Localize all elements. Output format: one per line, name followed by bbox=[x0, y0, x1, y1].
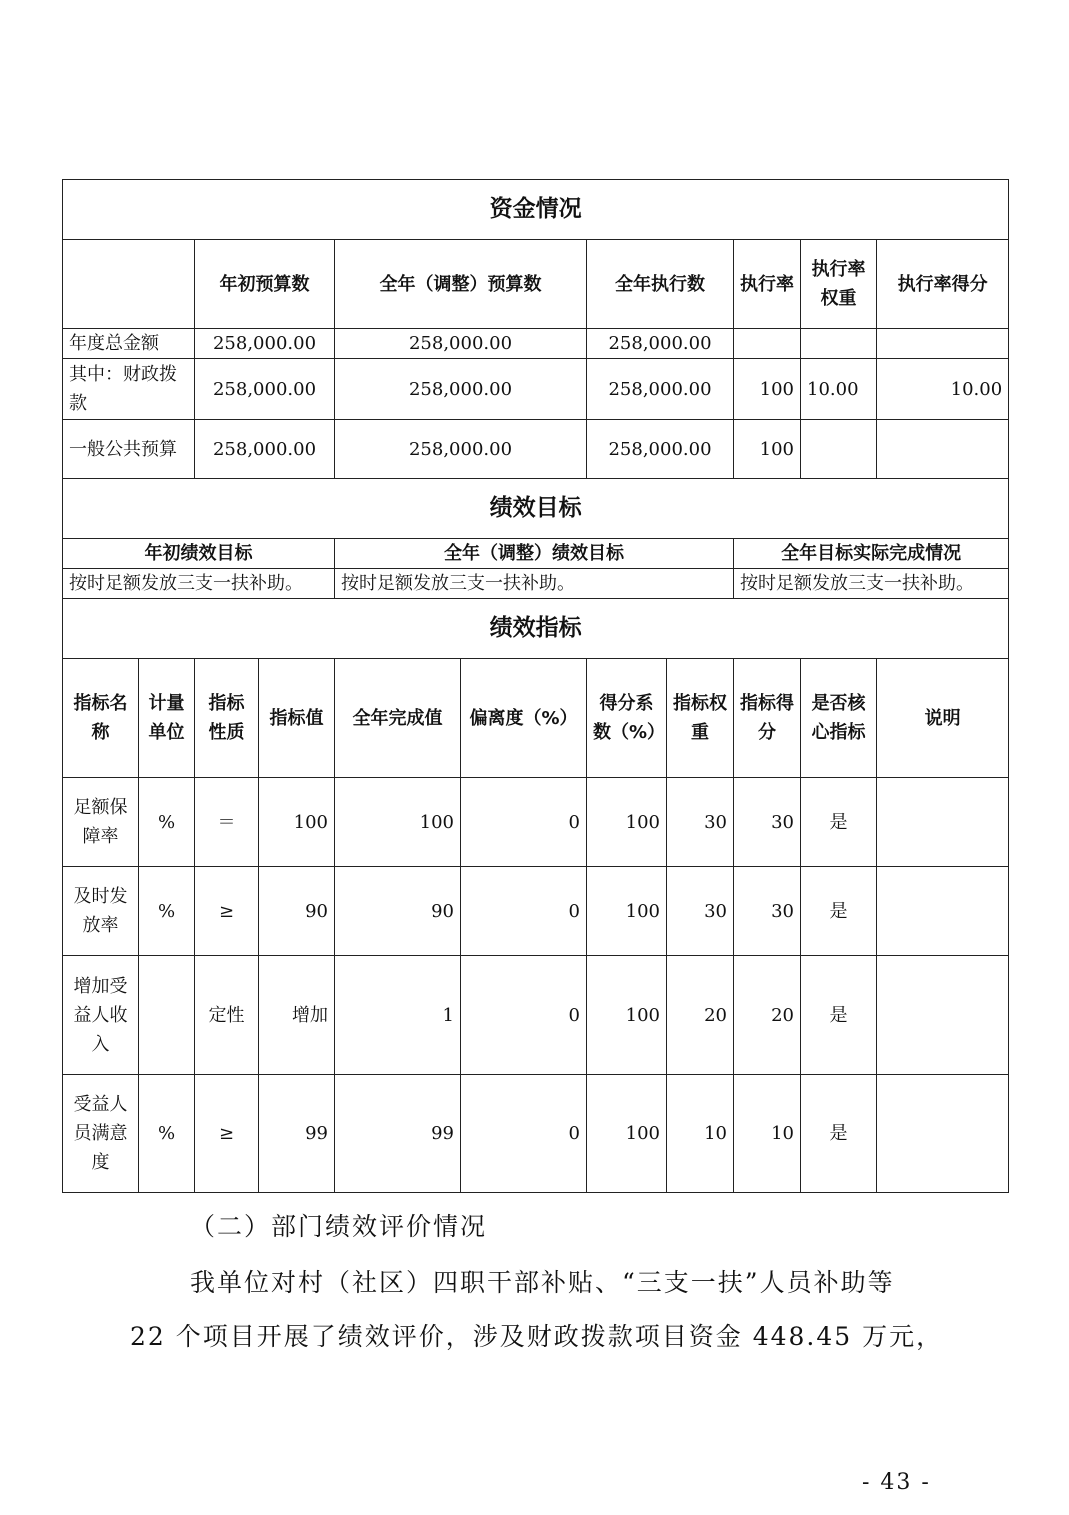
funds-row-label: 年度总金额 bbox=[63, 329, 195, 359]
ind-header-score: 指标得分 bbox=[734, 659, 801, 778]
ind-unit: % bbox=[139, 1075, 195, 1193]
ind-weight: 30 bbox=[667, 778, 734, 867]
ind-header-note: 说明 bbox=[877, 659, 1009, 778]
ind-core: 是 bbox=[801, 1075, 877, 1193]
funds-row-label: 其中：财政拨款 bbox=[63, 359, 195, 420]
funds-header-adjusted: 全年（调整）预算数 bbox=[335, 240, 587, 329]
funds-header-score: 执行率得分 bbox=[877, 240, 1009, 329]
ind-nature: ＝ bbox=[195, 778, 259, 867]
ind-value: 增加 bbox=[259, 956, 335, 1075]
ind-nature: ≥ bbox=[195, 1075, 259, 1193]
ind-value: 99 bbox=[259, 1075, 335, 1193]
funds-row-rate: 100 bbox=[734, 359, 801, 420]
table-row bbox=[63, 778, 1009, 867]
paragraph-line-1: 我单位对村（社区）四职干部补贴、“三支一扶”人员补助等 bbox=[190, 1268, 895, 1297]
performance-table bbox=[62, 179, 1009, 1193]
funds-row-adjusted: 258,000.00 bbox=[335, 329, 587, 359]
ind-weight: 10 bbox=[667, 1075, 734, 1193]
goals-section-title: 绩效目标 bbox=[63, 479, 1009, 539]
goals-header-initial: 年初绩效目标 bbox=[63, 539, 335, 569]
funds-row-adjusted: 258,000.00 bbox=[335, 359, 587, 420]
ind-score: 30 bbox=[734, 778, 801, 867]
ind-value: 100 bbox=[259, 778, 335, 867]
ind-completed: 99 bbox=[335, 1075, 461, 1193]
ind-nature: ≥ bbox=[195, 867, 259, 956]
ind-header-completed: 全年完成值 bbox=[335, 659, 461, 778]
ind-unit: % bbox=[139, 867, 195, 956]
ind-coef: 100 bbox=[587, 1075, 667, 1193]
ind-core: 是 bbox=[801, 956, 877, 1075]
funds-row-weight: 10.00 bbox=[801, 359, 877, 420]
ind-score: 10 bbox=[734, 1075, 801, 1193]
table-row bbox=[63, 867, 1009, 956]
funds-section-title: 资金情况 bbox=[63, 180, 1009, 240]
table-row bbox=[63, 420, 1009, 479]
ind-nature: 定性 bbox=[195, 956, 259, 1075]
ind-note bbox=[877, 1075, 1009, 1193]
ind-header-value: 指标值 bbox=[259, 659, 335, 778]
ind-coef: 100 bbox=[587, 867, 667, 956]
ind-unit: % bbox=[139, 778, 195, 867]
ind-note bbox=[877, 956, 1009, 1075]
ind-header-unit: 计量单位 bbox=[139, 659, 195, 778]
ind-core: 是 bbox=[801, 778, 877, 867]
ind-deviation: 0 bbox=[461, 778, 587, 867]
paragraph-line-2: 22 个项目开展了绩效评价，涉及财政拨款项目资金 448.45 万元， bbox=[130, 1322, 944, 1351]
ind-header-weight: 指标权重 bbox=[667, 659, 734, 778]
funds-row-adjusted: 258,000.00 bbox=[335, 420, 587, 479]
ind-weight: 20 bbox=[667, 956, 734, 1075]
ind-header-core: 是否核心指标 bbox=[801, 659, 877, 778]
ind-completed: 100 bbox=[335, 778, 461, 867]
goals-header-actual: 全年目标实际完成情况 bbox=[734, 539, 1009, 569]
ind-header-name: 指标名称 bbox=[63, 659, 139, 778]
ind-deviation: 0 bbox=[461, 1075, 587, 1193]
table-row bbox=[63, 359, 1009, 420]
funds-row-rate: 100 bbox=[734, 420, 801, 479]
table-row bbox=[63, 1075, 1009, 1193]
funds-header-weight: 执行率权重 bbox=[801, 240, 877, 329]
funds-header-rate: 执行率 bbox=[734, 240, 801, 329]
funds-row-score: 10.00 bbox=[877, 359, 1009, 420]
funds-row-weight bbox=[801, 329, 877, 359]
funds-header-executed: 全年执行数 bbox=[587, 240, 734, 329]
funds-row-executed: 258,000.00 bbox=[587, 420, 734, 479]
goals-value-initial: 按时足额发放三支一扶补助。 bbox=[63, 569, 335, 599]
ind-header-coef: 得分系数（%） bbox=[587, 659, 667, 778]
funds-row-executed: 258,000.00 bbox=[587, 359, 734, 420]
ind-deviation: 0 bbox=[461, 956, 587, 1075]
page-number: - 43 - bbox=[862, 1470, 931, 1495]
ind-name: 增加受益人收入 bbox=[63, 956, 139, 1075]
ind-completed: 1 bbox=[335, 956, 461, 1075]
section-heading: （二）部门绩效评价情况 bbox=[190, 1212, 488, 1241]
ind-name: 受益人员满意度 bbox=[63, 1075, 139, 1193]
funds-row-executed: 258,000.00 bbox=[587, 329, 734, 359]
funds-header-blank bbox=[63, 240, 195, 329]
funds-row-score bbox=[877, 329, 1009, 359]
funds-row-rate bbox=[734, 329, 801, 359]
funds-row-score bbox=[877, 420, 1009, 479]
funds-row-label: 一般公共预算 bbox=[63, 420, 195, 479]
funds-header-initial: 年初预算数 bbox=[195, 240, 335, 329]
ind-name: 及时发放率 bbox=[63, 867, 139, 956]
ind-header-deviation: 偏离度（%） bbox=[461, 659, 587, 778]
ind-value: 90 bbox=[259, 867, 335, 956]
ind-unit bbox=[139, 956, 195, 1075]
table-row bbox=[63, 956, 1009, 1075]
ind-weight: 30 bbox=[667, 867, 734, 956]
funds-row-weight bbox=[801, 420, 877, 479]
ind-note bbox=[877, 867, 1009, 956]
ind-score: 20 bbox=[734, 956, 801, 1075]
ind-core: 是 bbox=[801, 867, 877, 956]
ind-name: 足额保障率 bbox=[63, 778, 139, 867]
ind-score: 30 bbox=[734, 867, 801, 956]
ind-deviation: 0 bbox=[461, 867, 587, 956]
ind-note bbox=[877, 778, 1009, 867]
ind-coef: 100 bbox=[587, 778, 667, 867]
table-row bbox=[63, 329, 1009, 359]
goals-value-actual: 按时足额发放三支一扶补助。 bbox=[734, 569, 1009, 599]
funds-row-initial: 258,000.00 bbox=[195, 359, 335, 420]
indicators-section-title: 绩效指标 bbox=[63, 599, 1009, 659]
ind-completed: 90 bbox=[335, 867, 461, 956]
funds-row-initial: 258,000.00 bbox=[195, 329, 335, 359]
funds-row-initial: 258,000.00 bbox=[195, 420, 335, 479]
ind-coef: 100 bbox=[587, 956, 667, 1075]
ind-header-nature: 指标性质 bbox=[195, 659, 259, 778]
goals-header-adjusted: 全年（调整）绩效目标 bbox=[335, 539, 734, 569]
goals-value-adjusted: 按时足额发放三支一扶补助。 bbox=[335, 569, 734, 599]
